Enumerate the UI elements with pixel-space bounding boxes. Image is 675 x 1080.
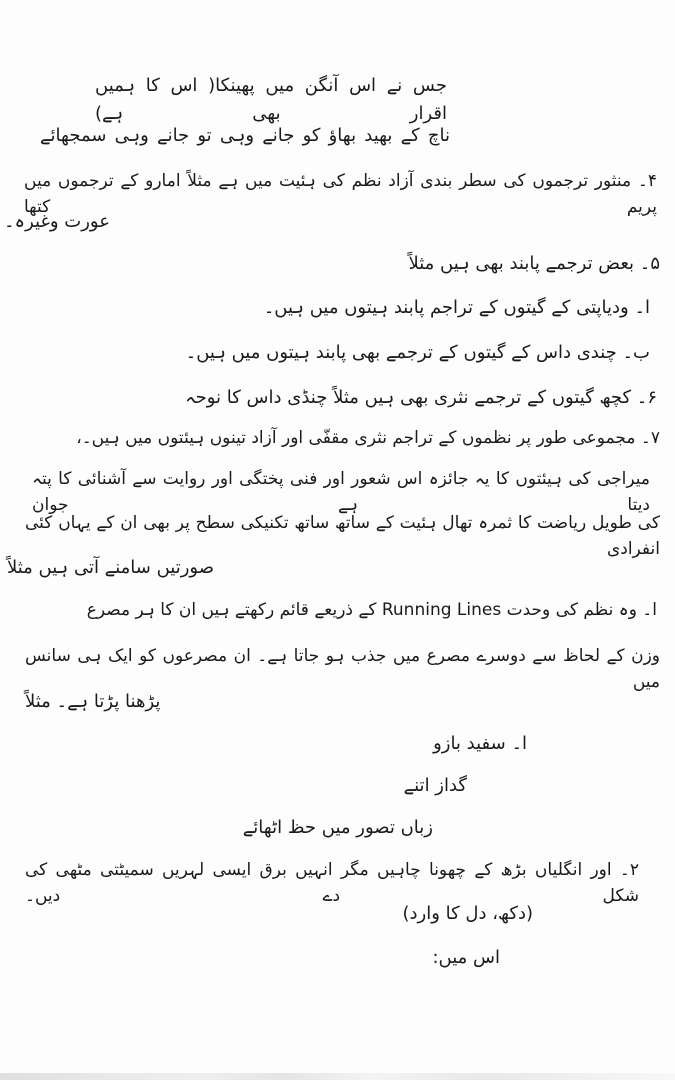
scan-shadow-artifact bbox=[0, 1073, 675, 1080]
paragraph-line-3: وزن کے لحاظ سے دوسرے مصرع میں جذب ہو جاتا ہے۔ ان مصرعوں کو ایک ہی سانس میں bbox=[25, 646, 660, 693]
verse-line-2: گداز اتنے bbox=[403, 775, 467, 796]
paragraph-line-1: میراجی کی ہیئتوں کا یہ جائزہ اس شعور اور فنی پختگی اور روایت سے آشنائی کا پتہ دیتا ہے جوان bbox=[32, 469, 650, 516]
quoted-verse-line-2: ناچ کے بھید بھاؤ کو جانے وہی تو جانے وہی سمجھائے bbox=[40, 125, 450, 146]
paragraph-continuation-1: عورت وغیرہ۔ bbox=[4, 211, 110, 232]
numbered-item-5: ۵۔ بعض ترجمے پابند بھی ہیں مثلاً bbox=[408, 253, 660, 274]
lead-in-line: اس میں: bbox=[432, 947, 500, 968]
paragraph-continuation-3: پڑھنا پڑتا ہے۔ مثلاً bbox=[25, 691, 161, 712]
verse-line-1: ا۔ سفید بازو bbox=[433, 733, 527, 754]
numbered-item-7: ۷۔ مجموعی طور پر نظموں کے تراجم نثری مقفّی اور آزاد تینوں ہیئتوں میں ہیں۔، bbox=[76, 428, 660, 448]
paragraph-continuation-2: صورتیں سامنے آتی ہیں مثلاً bbox=[7, 557, 214, 578]
example-item-alif: ا۔ وہ نظم کی وحدت Running Lines کے ذریعے قائم رکھتے ہیں ان کا ہر مصرع bbox=[86, 600, 657, 620]
sub-item-alif: ا۔ ودیاپتی کے گیتوں کے تراجم پابند ہیتوں میں ہیں۔ bbox=[263, 297, 650, 318]
quoted-verse-line-1: جس نے اس آنگن میں پھینکا( اس کا ہمیں اقرار بھی ہے) bbox=[95, 75, 447, 124]
citation-line: (دکھ، دل کا وارد) bbox=[402, 903, 533, 924]
numbered-item-6: ۶۔ کچھ گیتوں کے ترجمے نثری بھی ہیں مثلاً چنڈی داس کا نوحہ bbox=[185, 387, 657, 408]
numbered-item-4: ۴۔ منثور ترجموں کی سطر بندی آزاد نظم کی ہئیت میں ہے مثلاً امارو کے ترجموں میں پریم کتھا bbox=[24, 171, 657, 218]
verse-numbered-line-2: ۲۔ اور انگلیاں بڑھ کے چھونا چاہیں مگر انہیں برق ایسی لہریں سمیٹتی مٹھی کی شکل دے دیں۔ bbox=[25, 860, 639, 907]
sub-item-be: ب۔ چندی داس کے گیتوں کے ترجمے بھی پابند ہیتوں میں ہیں۔ bbox=[185, 342, 650, 363]
paragraph-line-2: کی طویل ریاضت کا ثمرہ تھال ہئیت کے ساتھ ساتھ تکنیکی سطح پر بھی ان کے یہاں کئی انفرادی bbox=[25, 513, 660, 560]
verse-line-3: زباں تصور میں حظ اٹھائے bbox=[242, 817, 433, 838]
